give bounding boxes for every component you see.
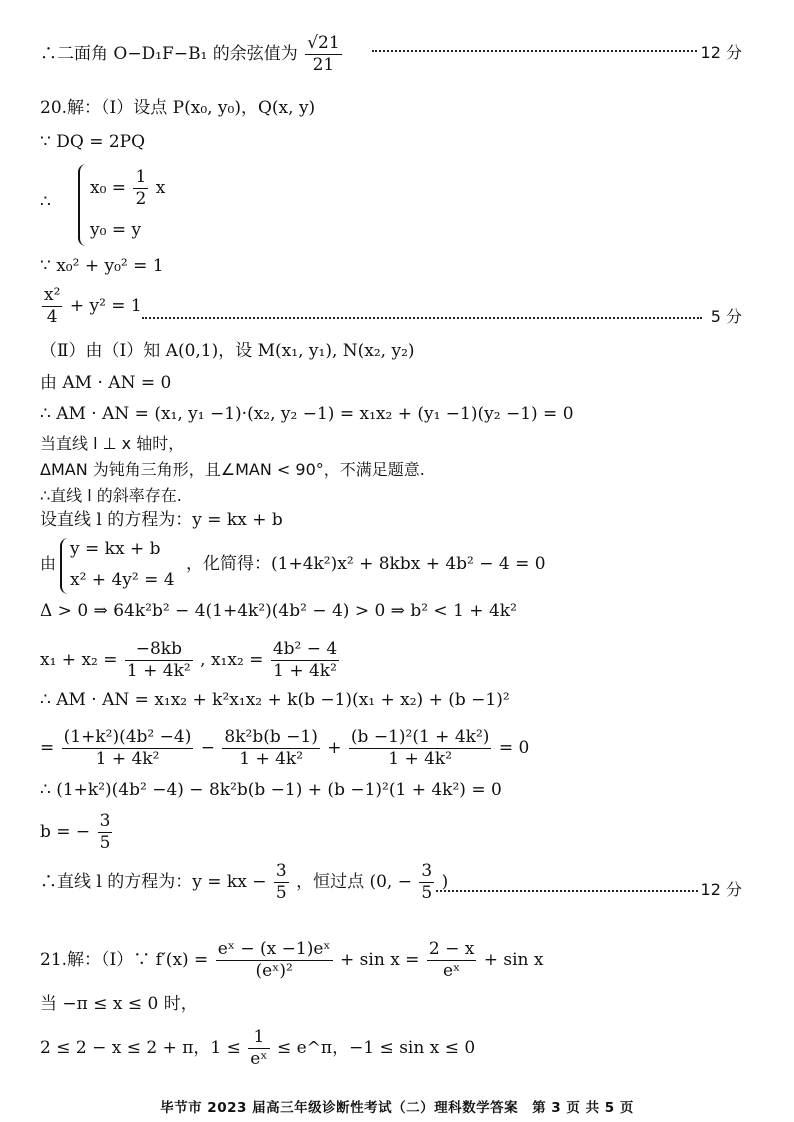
frac-den: 5 (275, 882, 287, 903)
frac-num: eˣ − (x −1)eˣ (217, 939, 331, 959)
text-sys1a: x₀ = (90, 177, 127, 198)
fraction-3-5 (274, 862, 289, 903)
text-sys2b: x² + 4y² = 4 (70, 570, 175, 590)
therefore-symbol (40, 194, 51, 211)
text-q21: 21.解：（Ⅰ）∵ f′(x) = (40, 949, 209, 970)
text-dotexp: ∴ AM · AN = (x₁, y₁ −1)·(x₂, y₂ −1) = x₁x₂ + (y₁ −1)(y₂ −1) = 0 (40, 404, 574, 424)
vector-relation (40, 134, 145, 151)
fraction-3-5 (419, 862, 434, 903)
text-dot0: 由 AM · AN = 0 (40, 373, 172, 393)
fraction-sqrt21 (305, 34, 341, 75)
frac-num: 8k²b(b −1) (224, 727, 318, 747)
fraction-half (133, 168, 148, 209)
frac-den: 21 (312, 54, 335, 75)
text-l1: ∴二面角 O−D₁F−B₁ 的余弦值为 (40, 43, 298, 64)
text-perp: 当直线 l ⊥ x 轴时， (40, 434, 185, 453)
q20-heading (40, 100, 315, 117)
dot-product-substitute (40, 692, 510, 709)
text-obtuse: ΔMAN 为钝角三角形，且∠MAN < 90°，不满足题意. (40, 460, 425, 479)
text-because: ∵ x₀² + y₀² = 1 (40, 256, 164, 276)
system2-prefix (40, 556, 56, 572)
part2-intro (40, 343, 415, 360)
text-line-eq: ∴直线 l 的方程为：y = kx − (40, 871, 267, 892)
ellipse-equation (40, 286, 142, 327)
text-therefore: ∴ (40, 192, 51, 212)
text-sys2pre: 由 (40, 554, 57, 573)
page-footer: 毕节市 2023 届高三年级诊断性考试（二）理科数学答案 第 3 页 共 5 页 (160, 1100, 634, 1116)
frac-den: 5 (421, 882, 433, 903)
fraction-3 (349, 728, 492, 769)
text-q21-mid: + sin x = (340, 949, 420, 970)
text-b: b = − (40, 821, 91, 842)
bounds-line (40, 1028, 475, 1069)
frac-num: 3 (99, 811, 111, 831)
obtuse-case (40, 462, 425, 478)
frac-num: 1 (135, 167, 147, 187)
domain-range (40, 996, 198, 1013)
fraction-product (271, 640, 339, 681)
brace-left (78, 164, 90, 246)
system2-row-b (70, 572, 175, 589)
fraction-3-5 (98, 812, 113, 853)
text-q21-tail: + sin x (483, 949, 544, 970)
dot-product-zero (40, 375, 171, 392)
fraction-deriv-2 (427, 940, 476, 981)
system2-row-a (70, 541, 160, 558)
frac-den: (eˣ)² (255, 960, 293, 981)
text-sys2a: y = kx + b (70, 539, 161, 559)
slope-exists (40, 488, 182, 504)
line-fixed-point (40, 862, 448, 903)
frac-den: 1 + 4k² (239, 748, 304, 769)
text-simplified: ∴ (1+k²)(4b² −4) − 8k²b(b −1) + (b −1)²(1 + 4k²) = 0 (40, 780, 502, 800)
discriminant (40, 603, 517, 620)
frac-num: 4b² − 4 (272, 639, 338, 659)
frac-num: 1 (248, 1028, 269, 1049)
text-x: x (155, 177, 166, 198)
frac-den: 1 + 4k² (388, 748, 453, 769)
text-vec: ∵ DQ = 2PQ (40, 132, 146, 152)
vieta-formulas (40, 640, 341, 681)
q21-derivative (40, 940, 543, 981)
frac-num: x² (44, 285, 61, 305)
frac-num: 3 (275, 861, 287, 881)
text-eq: 设直线 l 的方程为：y = kx + b (40, 510, 283, 530)
frac-den: 1 + 4k² (126, 660, 191, 681)
fraction-sum (125, 640, 193, 681)
score-12-a: 12 分 (700, 43, 742, 62)
fraction-1-ex (248, 1028, 269, 1069)
perpendicular-case (40, 436, 184, 452)
text-bounds-b: ≤ e^π，−1 ≤ sin x ≤ 0 (276, 1037, 476, 1058)
text-sys1b: y₀ = y (90, 220, 142, 240)
text-ellipse: + y² = 1 (69, 295, 142, 316)
text-q20: 20.解：（Ⅰ）设点 P(x₀, y₀)，Q(x, y) (40, 98, 316, 118)
dot-product-expand (40, 406, 574, 423)
frac-den: eˣ (250, 1048, 268, 1069)
frac-den: eˣ (442, 960, 461, 981)
line-equation-setup (40, 512, 283, 529)
text-bounds-a: 2 ≤ 2 − x ≤ 2 + π，1 ≤ (40, 1037, 241, 1058)
b-value (40, 812, 114, 853)
frac-num: (b −1)²(1 + 4k²) (350, 727, 490, 747)
system2-result (186, 556, 546, 573)
text-line-mid: ，恒过点 (0, − (296, 871, 412, 892)
leader-dots (142, 317, 702, 319)
frac-num: −8kb (125, 640, 193, 661)
fraction-1 (62, 728, 194, 769)
score-12-b: 12 分 (700, 880, 742, 899)
text-dotsub: ∴ AM · AN = x₁x₂ + k²x₁x₂ + k(b −1)(x₁ + x₂) + (b −1)² (40, 690, 510, 710)
text-vieta-a: x₁ + x₂ = (40, 649, 118, 670)
text-vieta-b: , x₁x₂ = (200, 649, 264, 670)
text-eq-sign: = (40, 737, 55, 758)
system1-row-b (90, 222, 141, 239)
unit-circle-relation (40, 258, 164, 275)
frac-den: 1 + 4k² (273, 660, 337, 681)
frac-den: 5 (99, 832, 111, 853)
fraction-deriv-1 (216, 940, 333, 981)
frac-den: 1 + 4k² (95, 748, 160, 769)
conclusion-line-1 (40, 34, 344, 75)
text-eq-zero: = 0 (498, 737, 530, 758)
text-part2: （Ⅱ）由（Ⅰ）知 A(0,1)，设 M(x₁, y₁), N(x₂, y₂) (40, 341, 415, 361)
text-close: ) (441, 871, 449, 892)
big-fraction-equation (40, 728, 529, 769)
text-range: 当 −π ≤ x ≤ 0 时， (40, 994, 198, 1014)
fraction-2 (222, 728, 319, 769)
system1-row-a (90, 168, 165, 209)
fraction-x2-4 (42, 286, 62, 327)
frac-num: (1+k²)(4b² −4) (63, 727, 192, 747)
score-5: 5 分 (710, 307, 742, 326)
text-slope: ∴直线 l 的斜率存在. (40, 486, 182, 505)
text-minus: − (200, 737, 215, 758)
leader-dots (436, 890, 698, 892)
text-plus: + (327, 737, 342, 758)
frac-den: 2 (135, 188, 147, 209)
frac-num: 2 − x (428, 939, 475, 959)
frac-num: 3 (421, 861, 433, 881)
frac-num: √21 (307, 33, 340, 53)
simplified-equation (40, 782, 502, 799)
text-delta: Δ > 0 ⇒ 64k²b² − 4(1+4k²)(4b² − 4) > 0 ⇒ b² < 1 + 4k² (40, 601, 517, 621)
text-sys2post: ，化简得：(1+4k²)x² + 8kbx + 4b² − 4 = 0 (186, 554, 546, 574)
leader-dots (372, 50, 697, 52)
frac-den: 4 (46, 306, 58, 327)
